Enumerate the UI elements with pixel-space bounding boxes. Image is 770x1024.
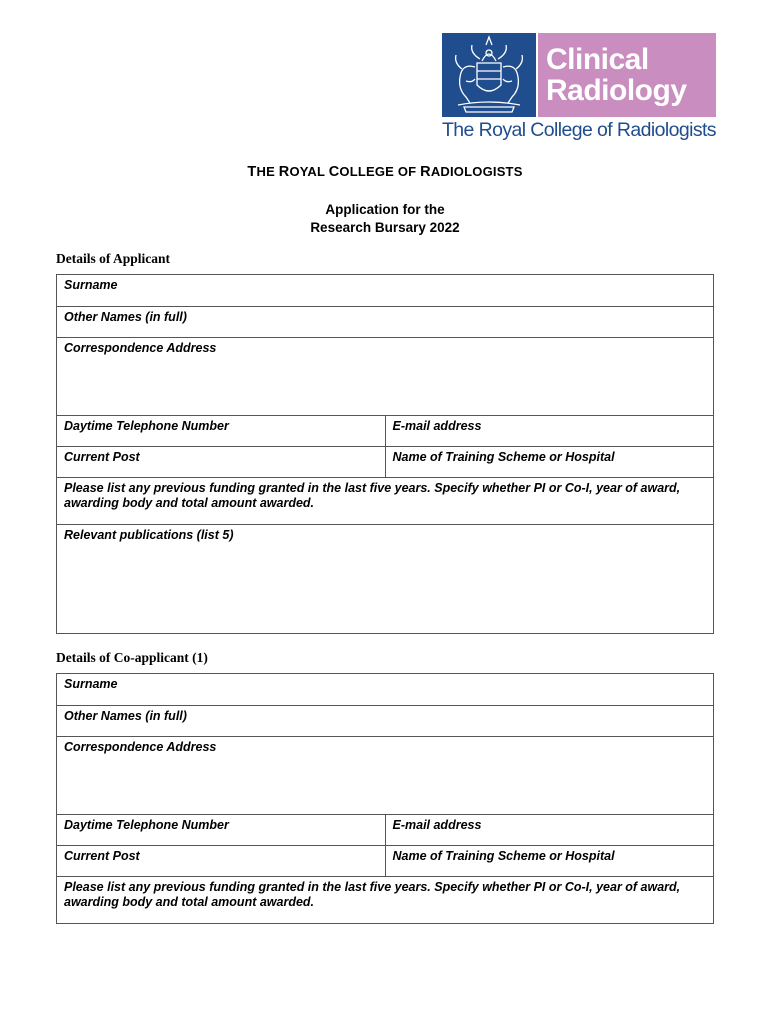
other-names-field[interactable]: Other Names (in full) (57, 706, 714, 737)
subtitle-line-2: Research Bursary 2022 (310, 220, 460, 235)
page-title (0, 164, 770, 180)
title-cap: R (278, 164, 290, 180)
title-rest: OLLEGE OF (339, 164, 421, 179)
title-rest: OYAL (289, 164, 329, 179)
other-names-field[interactable]: Other Names (in full) (57, 307, 714, 338)
brand-line-2: Radiology (546, 74, 687, 107)
current-post-field[interactable]: Current Post (57, 846, 386, 877)
coapplicant-form (56, 673, 714, 924)
surname-field[interactable]: Surname (57, 275, 714, 307)
title-rest: HE (256, 164, 279, 179)
applicant-section-title: Details of Applicant (56, 251, 171, 266)
coat-of-arms-icon (442, 33, 536, 117)
previous-funding-field[interactable]: Please list any previous funding granted in the last five years. Specify whether PI or Co-I, year of award, awarding body and total amount awarded. (57, 877, 714, 924)
brand-line-1: Clinical (546, 43, 649, 76)
crest-panel (442, 33, 536, 117)
email-field[interactable]: E-mail address (385, 815, 714, 846)
applicant-form (56, 274, 714, 634)
rcr-logo (442, 33, 716, 145)
training-scheme-field[interactable]: Name of Training Scheme or Hospital (385, 846, 714, 877)
email-field[interactable]: E-mail address (385, 416, 714, 447)
form-subtitle (0, 201, 770, 237)
telephone-field[interactable]: Daytime Telephone Number (57, 815, 386, 846)
title-rest: ADIOLOGISTS (430, 164, 523, 179)
previous-funding-field[interactable]: Please list any previous funding granted in the last five years. Specify whether PI or Co-I, year of award, awarding body and total amount awarded. (57, 478, 714, 525)
surname-field[interactable]: Surname (57, 674, 714, 706)
address-field[interactable]: Correspondence Address (57, 338, 714, 416)
publications-field[interactable]: Relevant publications (list 5) (57, 525, 714, 634)
title-cap: T (247, 164, 257, 180)
organisation-name: The Royal College of Radiologists (442, 119, 716, 141)
address-field[interactable]: Correspondence Address (57, 737, 714, 815)
telephone-field[interactable]: Daytime Telephone Number (57, 416, 386, 447)
subtitle-line-1: Application for the (325, 202, 445, 217)
training-scheme-field[interactable]: Name of Training Scheme or Hospital (385, 447, 714, 478)
brand-panel (538, 33, 716, 117)
current-post-field[interactable]: Current Post (57, 447, 386, 478)
title-cap: R (420, 164, 431, 180)
coapplicant-section-title: Details of Co-applicant (1) (56, 650, 208, 665)
title-cap: C (328, 164, 340, 180)
